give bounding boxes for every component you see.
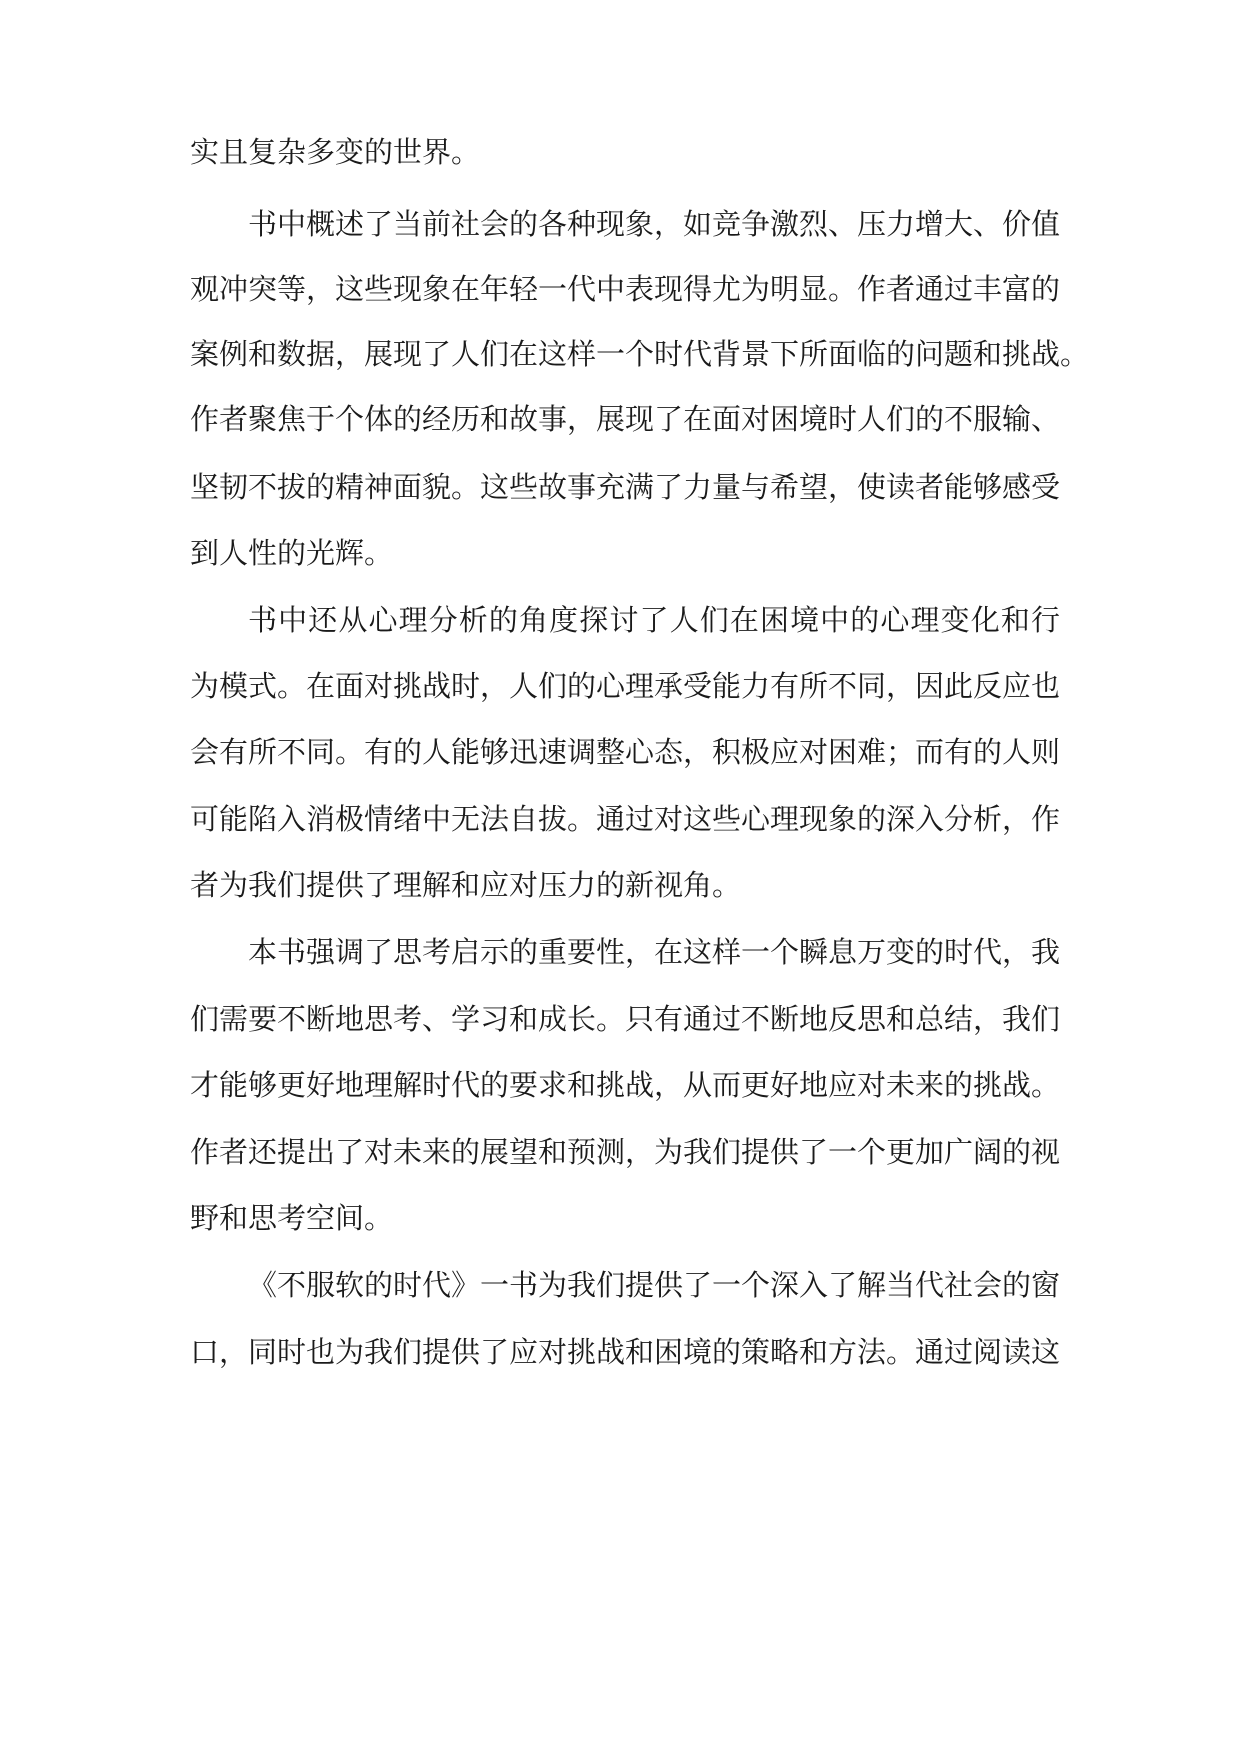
text-line: 为模式。在面对挑战时，人们的心理承受能力有所不同，因此反应也 bbox=[190, 669, 1061, 703]
text-line: 野和思考空间。 bbox=[190, 1201, 394, 1235]
text-line: 案例和数据，展现了人们在这样一个时代背景下所面临的问题和挑战。 bbox=[190, 337, 1090, 371]
text-line: 本书强调了思考启示的重要性，在这样一个瞬息万变的时代，我 bbox=[248, 935, 1061, 969]
text-line: 坚韧不拔的精神面貌。这些故事充满了力量与希望，使读者能够感受 bbox=[190, 470, 1061, 504]
text-line: 观冲突等，这些现象在年轻一代中表现得尤为明显。作者通过丰富的 bbox=[190, 272, 1061, 306]
text-line: 实且复杂多变的世界。 bbox=[190, 135, 481, 169]
text-line: 才能够更好地理解时代的要求和挑战，从而更好地应对未来的挑战。 bbox=[190, 1068, 1061, 1102]
text-line: 作者还提出了对未来的展望和预测，为我们提供了一个更加广阔的视 bbox=[190, 1135, 1061, 1169]
text-line: 到人性的光辉。 bbox=[190, 536, 394, 570]
text-line: 作者聚焦于个体的经历和故事，展现了在面对困境时人们的不服输、 bbox=[190, 402, 1061, 436]
text-line: 书中还从心理分析的角度探讨了人们在困境中的心理变化和行 bbox=[248, 603, 1060, 637]
text-line: 《不服软的时代》一书为我们提供了一个深入了解当代社会的窗 bbox=[248, 1268, 1061, 1302]
text-line: 会有所不同。有的人能够迅速调整心态，积极应对困难；而有的人则 bbox=[190, 735, 1061, 769]
text-line: 口，同时也为我们提供了应对挑战和困境的策略和方法。通过阅读这 bbox=[190, 1335, 1061, 1369]
text-line: 可能陷入消极情绪中无法自拔。通过对这些心理现象的深入分析，作 bbox=[190, 802, 1061, 836]
text-line: 者为我们提供了理解和应对压力的新视角。 bbox=[190, 868, 742, 902]
text-line: 们需要不断地思考、学习和成长。只有通过不断地反思和总结，我们 bbox=[190, 1002, 1061, 1036]
text-line: 书中概述了当前社会的各种现象，如竞争激烈、压力增大、价值 bbox=[248, 207, 1061, 241]
